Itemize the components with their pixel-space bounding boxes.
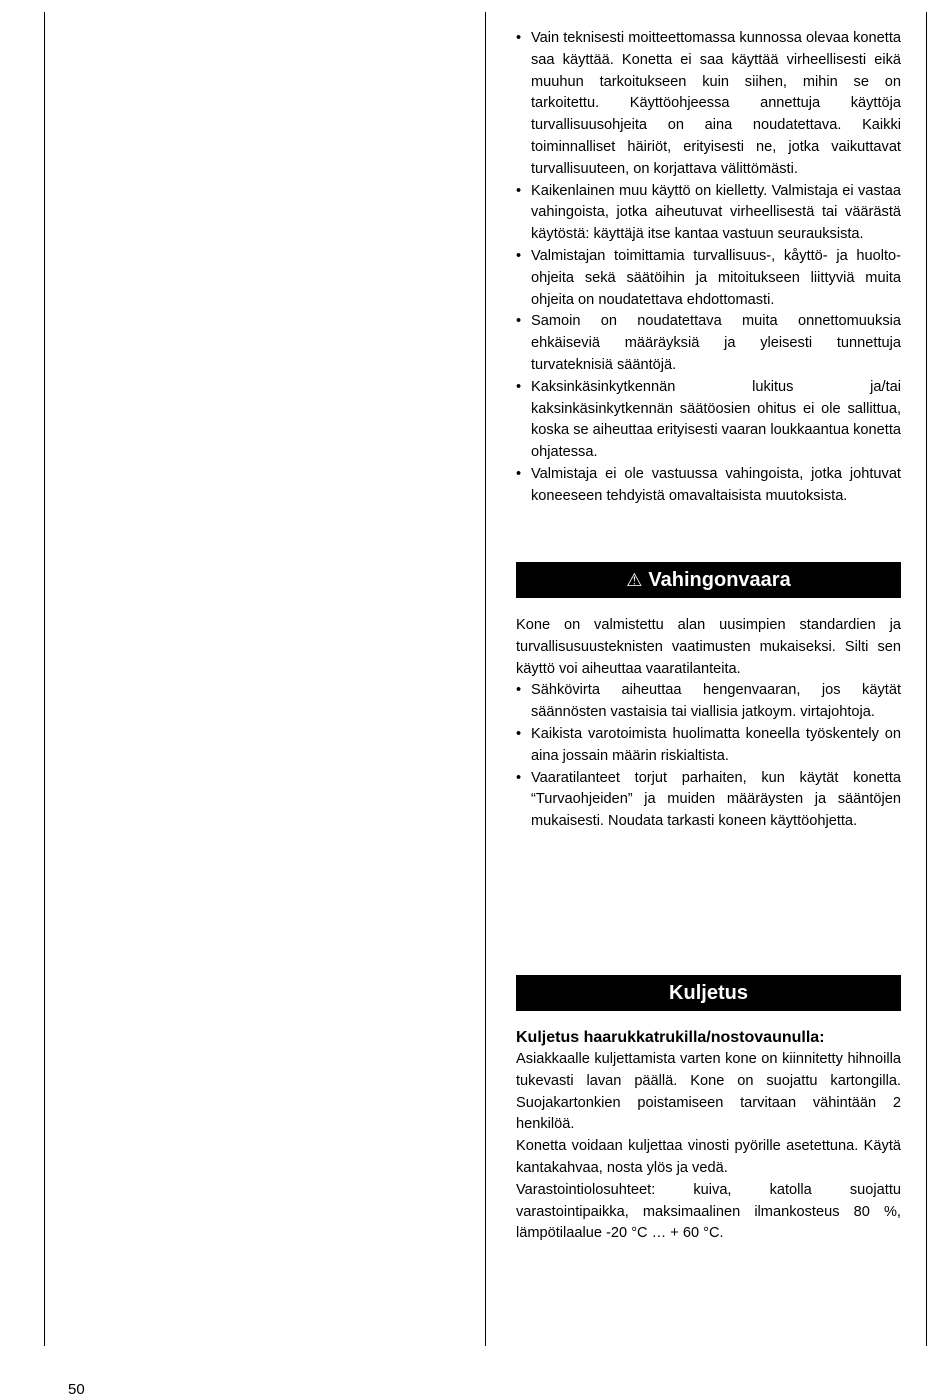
center-column-rule (485, 12, 486, 1346)
transport-heading-bar (516, 975, 901, 1011)
transport-section (516, 1027, 901, 1245)
list-item: • Sähkövirta aiheuttaa hengenvaaran, jos käytät säännösten vastaisia tai viallisia jatkoym. virtajohtoja. (516, 682, 901, 721)
hazard-heading: Vahingonvaara (648, 568, 791, 591)
warning-triangle-icon: ⚠ (626, 569, 643, 590)
list-item: • Vaaratilanteet torjut parhaiten, kun käytät konetta “Turvaohjeiden” ja muiden määräysten ja sääntöjen mukaisesti. Noudata tarkasti koneen käyttöohjetta. (516, 769, 901, 830)
list-item: • Valmistajan toimittamia turvallisuus-, kåyttö- ja huolto-ohjeita sekä säätöihin ja mitoitukseen liittyviä muita ohjeita on noudatettava ehdottomasti. (516, 247, 901, 308)
hazard-section (516, 615, 901, 833)
list-item: • Vain teknisesti moitteettomassa kunnossa olevaa konetta saa käyttää. Konetta ei saa käyttää virheellisesti eikä muuhun tarkoitukseen kuin siihen, mihin se on tarkoitettu. Käyttöohjeessa annettuja käyttöja turvallisuusohjeita on aina noudatettava. Kaikki toiminnalliset häiriöt, erityisesti ne, jotka vaikuttavat turvallisuuteen, on korjattava välittömästi. (516, 30, 901, 177)
hazard-bullet-list (516, 680, 901, 833)
list-item: • Kaksinkäsinkytkennän lukitus ja/tai kaksinkäsinkytkennän säätöosien ohitus ei ole sallittua, koska se aiheuttaa erityisesti vaaran loukkaantua konetta ohjatessa. (516, 378, 901, 461)
list-item: • Valmistaja ei ole vastuussa vahingoista, jotka johtuvat koneeseen tehdyistä omavaltaisista muutoksista. (516, 465, 901, 504)
list-item: • Samoin on noudatettava muita onnettomuuksia ehkäiseviä määräyksiä ja yleisesti tunnettuja turvateknisiä sääntöjä. (516, 313, 901, 373)
right-margin-rule (926, 12, 927, 1346)
transport-heading: Kuljetus (669, 981, 748, 1004)
transport-paragraph: Konetta voidaan kuljettaa vinosti pyörille asetettuna. Käytä kantakahvaa, nosta ylös ja vedä. (516, 1138, 901, 1176)
left-margin-rule (44, 12, 45, 1346)
transport-paragraph: Asiakkaalle kuljettamista varten kone on kiinnitetty hihnoilla tukevasti lavan päällä. Kone on suojattu kartongilla. Suojakartonkien poistamiseen tarvitaan vähintään 2 henkilöä. (516, 1051, 901, 1133)
hazard-heading-bar (516, 562, 901, 598)
storage-paragraph: Varastointiolosuhteet: kuiva, katolla suojattu varastointipaikka, maksimaalinen ilmankosteus 80 %, lämpötilaalue -20 °C … + 60 °C. (516, 1181, 901, 1242)
safety-bullet-list (516, 28, 901, 508)
hazard-intro: Kone on valmistettu alan uusimpien standardien ja turvallisusuusteknisten vaatimusten mukaiseksi. Silti sen käyttö voi aiheuttaa vaaratilanteita. (516, 617, 901, 677)
transport-subheading: Kuljetus haarukkatrukilla/nostovaunulla: (516, 1029, 825, 1046)
list-item: • Kaikenlainen muu käyttö on kielletty. Valmistaja ei vastaa vahingoista, jotka aiheutuvat virheellisestä tai väärästä käytöstä: käyttäjä itse kantaa vastuun seurauksista. (516, 182, 901, 243)
page-number: 50 (68, 1381, 85, 1398)
safety-section (516, 28, 901, 508)
list-item: • Kaikista varotoimista huolimatta koneella työskentely on aina jossain määrin riskialtista. (516, 725, 901, 764)
